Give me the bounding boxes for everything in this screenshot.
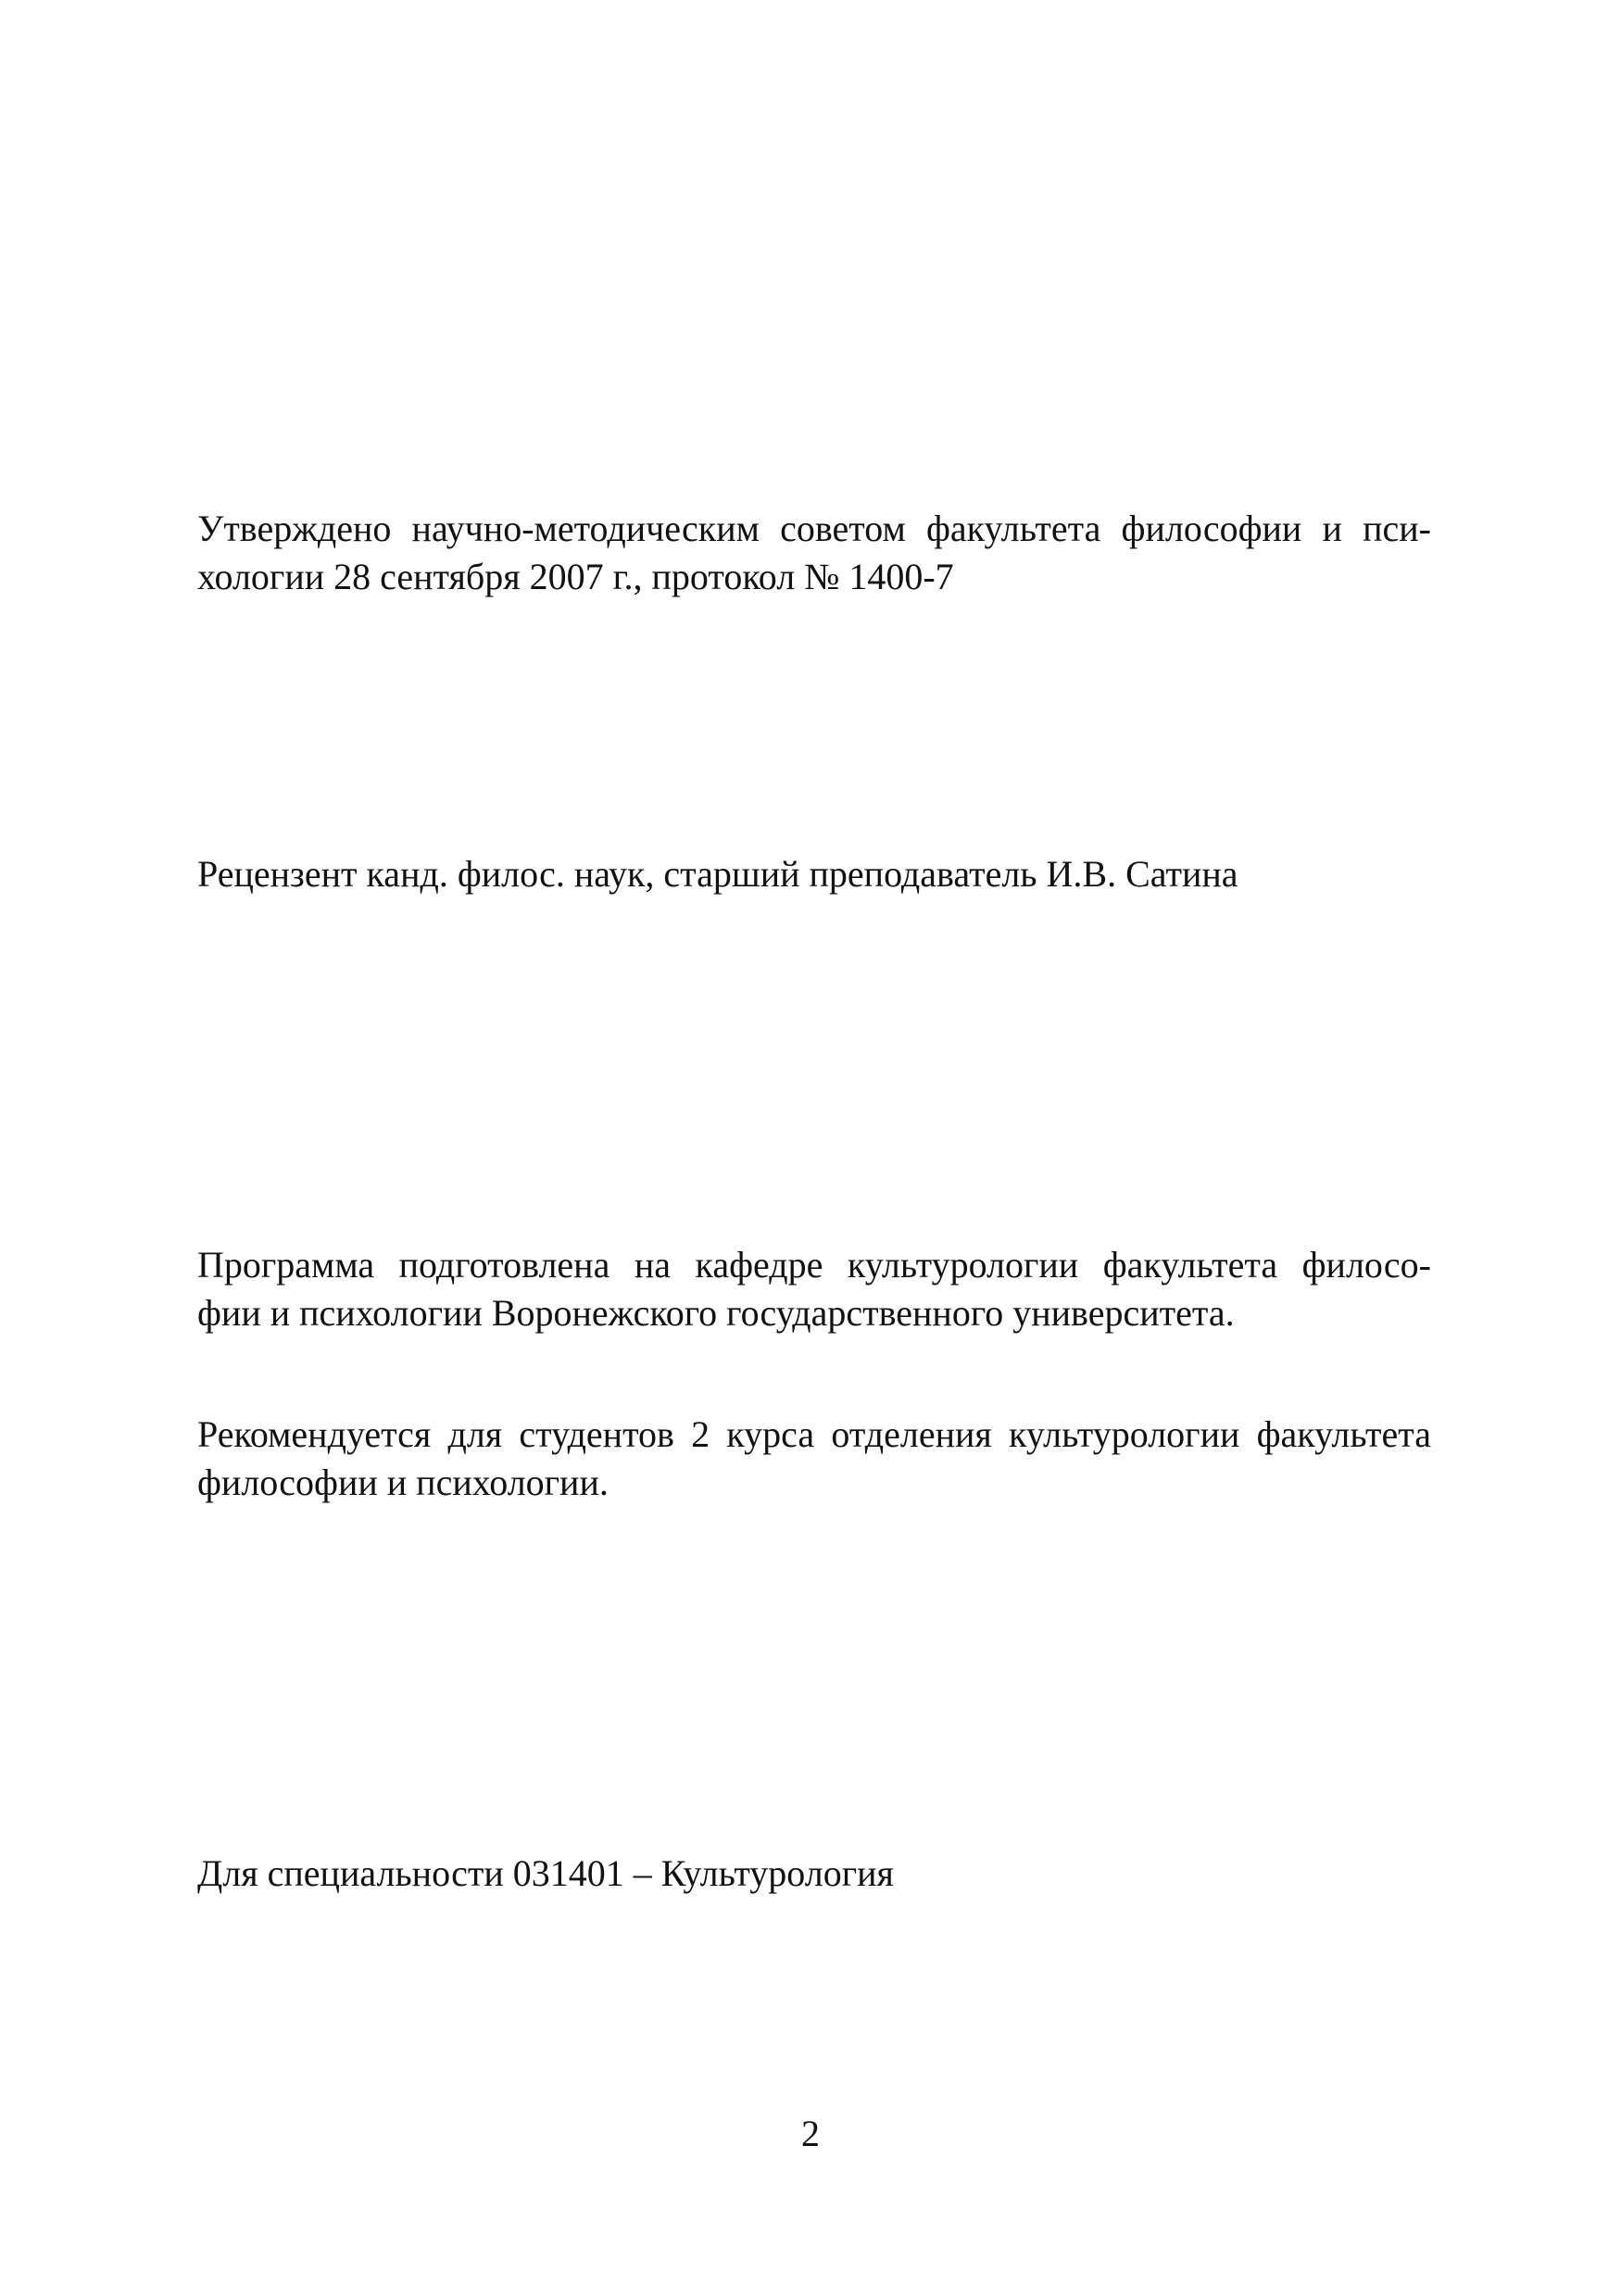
specialty-line: Для специальности 031401 – Культурология xyxy=(197,1852,894,1894)
recommendation-line-2: философии и психологии. xyxy=(197,1462,609,1503)
reviewer-line: Рецензент канд. филос. наук, старший преподаватель И.В. Сатина xyxy=(197,853,1238,895)
reviewer-paragraph xyxy=(197,850,1431,898)
recommendation-line-1: Рекомендуется для студентов 2 курса отделения культурологии факультета xyxy=(197,1413,1431,1455)
prepared-by-line-1: Программа подготовлена на кафедре культурологии факультета филосо- xyxy=(197,1244,1431,1286)
approval-line-2: хологии 28 сентября 2007 г., протокол № 1400-7 xyxy=(197,556,954,597)
approval-paragraph xyxy=(197,505,1431,601)
prepared-by-paragraph xyxy=(197,1241,1431,1337)
prepared-by-line-2: фии и психологии Воронежского государственного университета. xyxy=(197,1292,1235,1334)
specialty-paragraph xyxy=(197,1850,1431,1898)
page-number: 2 xyxy=(801,2113,820,2154)
recommendation-paragraph xyxy=(197,1411,1431,1507)
approval-line-1: Утверждено научно-методическим советом факультета философии и пси- xyxy=(197,508,1431,549)
